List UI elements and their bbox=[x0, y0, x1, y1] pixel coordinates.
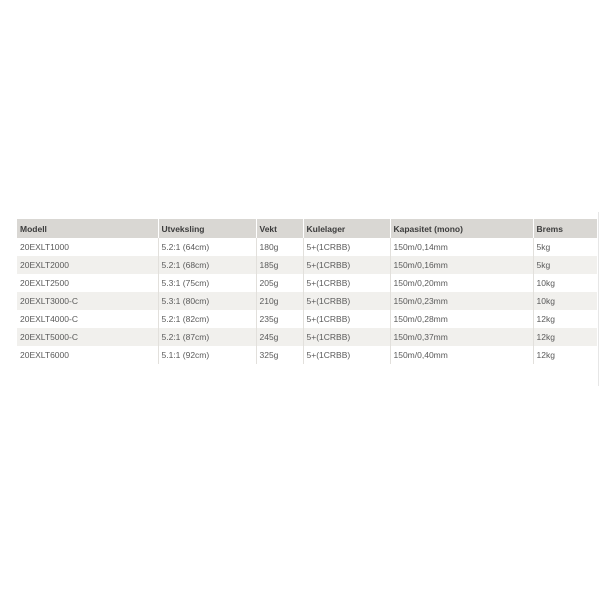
cell-vekt: 185g bbox=[256, 256, 303, 274]
column-header-kulelager: Kulelager bbox=[303, 219, 390, 238]
cell-modell: 20EXLT4000-C bbox=[17, 310, 158, 328]
cell-modell: 20EXLT1000 bbox=[17, 238, 158, 256]
cell-modell: 20EXLT3000-C bbox=[17, 292, 158, 310]
cell-vekt: 210g bbox=[256, 292, 303, 310]
cell-brems: 12kg bbox=[533, 328, 597, 346]
cell-brems: 10kg bbox=[533, 274, 597, 292]
column-header-utveksling: Utveksling bbox=[158, 219, 256, 238]
cell-kulelager: 5+(1CRBB) bbox=[303, 328, 390, 346]
cell-kulelager: 5+(1CRBB) bbox=[303, 346, 390, 364]
cell-kapasitet: 150m/0,23mm bbox=[390, 292, 533, 310]
cell-modell: 20EXLT2500 bbox=[17, 274, 158, 292]
cell-kulelager: 5+(1CRBB) bbox=[303, 292, 390, 310]
table-header-row bbox=[17, 219, 597, 238]
cell-utveksling: 5.2:1 (64cm) bbox=[158, 238, 256, 256]
cell-kulelager: 5+(1CRBB) bbox=[303, 238, 390, 256]
spec-table bbox=[17, 219, 597, 364]
cell-utveksling: 5.2:1 (82cm) bbox=[158, 310, 256, 328]
cell-kulelager: 5+(1CRBB) bbox=[303, 310, 390, 328]
table-row bbox=[17, 274, 597, 292]
table-row bbox=[17, 292, 597, 310]
cell-brems: 5kg bbox=[533, 238, 597, 256]
table-row bbox=[17, 238, 597, 256]
cell-kapasitet: 150m/0,16mm bbox=[390, 256, 533, 274]
cell-brems: 10kg bbox=[533, 292, 597, 310]
cell-brems: 12kg bbox=[533, 310, 597, 328]
column-header-modell: Modell bbox=[17, 219, 158, 238]
column-header-brems: Brems bbox=[533, 219, 597, 238]
cell-kapasitet: 150m/0,28mm bbox=[390, 310, 533, 328]
cell-utveksling: 5.3:1 (80cm) bbox=[158, 292, 256, 310]
column-header-kapasitet: Kapasitet (mono) bbox=[390, 219, 533, 238]
cell-modell: 20EXLT5000-C bbox=[17, 328, 158, 346]
cell-kulelager: 5+(1CRBB) bbox=[303, 256, 390, 274]
table-row bbox=[17, 328, 597, 346]
cell-modell: 20EXLT2000 bbox=[17, 256, 158, 274]
cell-utveksling: 5.2:1 (68cm) bbox=[158, 256, 256, 274]
cell-vekt: 180g bbox=[256, 238, 303, 256]
cell-modell: 20EXLT6000 bbox=[17, 346, 158, 364]
table-row bbox=[17, 346, 597, 364]
table-row bbox=[17, 310, 597, 328]
spec-table-container bbox=[17, 219, 597, 364]
cell-vekt: 205g bbox=[256, 274, 303, 292]
column-header-vekt: Vekt bbox=[256, 219, 303, 238]
table-row bbox=[17, 256, 597, 274]
cell-utveksling: 5.2:1 (87cm) bbox=[158, 328, 256, 346]
table-right-divider bbox=[598, 212, 599, 386]
cell-kapasitet: 150m/0,20mm bbox=[390, 274, 533, 292]
cell-kapasitet: 150m/0,40mm bbox=[390, 346, 533, 364]
cell-utveksling: 5.3:1 (75cm) bbox=[158, 274, 256, 292]
cell-vekt: 325g bbox=[256, 346, 303, 364]
cell-brems: 5kg bbox=[533, 256, 597, 274]
cell-kapasitet: 150m/0,14mm bbox=[390, 238, 533, 256]
cell-kapasitet: 150m/0,37mm bbox=[390, 328, 533, 346]
cell-vekt: 245g bbox=[256, 328, 303, 346]
cell-kulelager: 5+(1CRBB) bbox=[303, 274, 390, 292]
cell-utveksling: 5.1:1 (92cm) bbox=[158, 346, 256, 364]
cell-brems: 12kg bbox=[533, 346, 597, 364]
cell-vekt: 235g bbox=[256, 310, 303, 328]
